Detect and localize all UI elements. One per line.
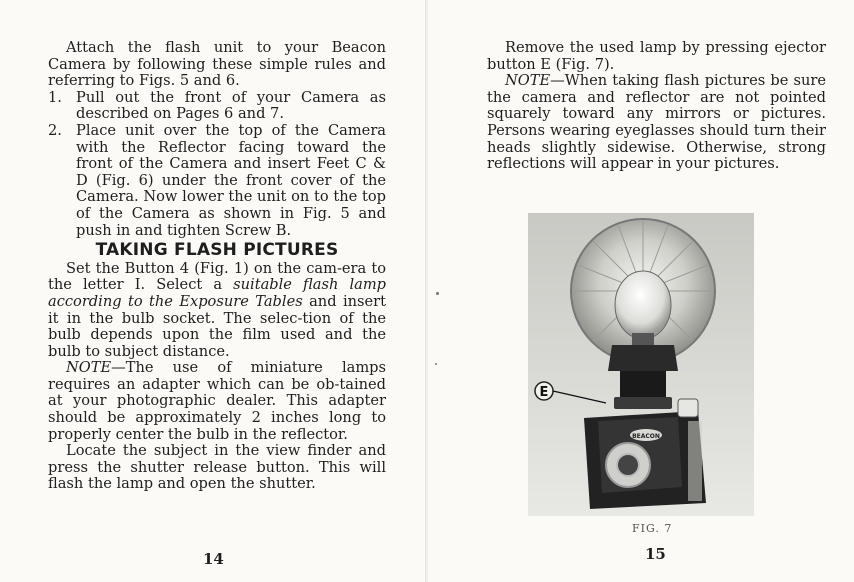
intro-paragraph: Attach the flash unit to your Beacon Camera by following these simple rules and referring to Figs. 5 and 6. xyxy=(48,39,386,90)
step-text: Pull out the front of your Camera as described on Pages 6 and 7. xyxy=(76,88,386,123)
bulb-base xyxy=(632,333,654,345)
page-number: 15 xyxy=(645,545,666,563)
section-heading: TAKING FLASH PICTURES xyxy=(95,240,339,261)
note-paragraph xyxy=(48,360,386,443)
right-page-text xyxy=(487,40,826,173)
right-page xyxy=(428,0,854,582)
step-number: 1. xyxy=(48,88,62,106)
page-number: 14 xyxy=(203,550,224,568)
callout-label: E xyxy=(539,385,549,400)
flash-mount xyxy=(614,397,672,409)
step-number: 2. xyxy=(48,121,62,139)
note-paragraph xyxy=(487,73,826,173)
shutter-paragraph: Locate the subject in the view finder and press the shutter release button. This will flash the lamp and open the shutter. xyxy=(48,442,386,493)
left-page-text xyxy=(48,40,386,493)
note-label: NOTE xyxy=(505,72,551,90)
flash-bulb xyxy=(615,271,671,339)
camera-illustration xyxy=(528,213,754,516)
camera-flash-photo xyxy=(528,213,754,516)
flash-socket xyxy=(608,345,678,371)
left-page xyxy=(0,0,426,582)
remove-lamp-paragraph: Remove the used lamp by pressing ejector button E (Fig. 7). xyxy=(487,39,826,73)
flash-paragraph xyxy=(48,261,386,361)
note-label: NOTE xyxy=(66,359,112,377)
step-2 xyxy=(48,123,386,239)
camera-brand: BEACON xyxy=(632,433,660,440)
flash-paragraph-start: Set the Button 4 (Fig. 1) on the cam-era to the letter I. Select a xyxy=(48,259,386,294)
figure-caption: FIG. 7 xyxy=(632,522,673,535)
flash-paragraph-emphasis: suitable flash lamp according to the Exposure Tables xyxy=(48,276,387,310)
note-text: —The use of miniature lamps requires an adapter which can be ob-tained at your photographic dealer. This adapter should be approximately 2 inches long to properly center the bulb in the reflector. xyxy=(48,359,386,443)
print-speck xyxy=(436,292,439,295)
print-speck xyxy=(435,363,437,365)
step-text: Place unit over the top of the Camera with the Reflector facing toward the front of the Camera and insert Feet C & D (Fig. 6) under the front cover of the Camera. Now lower the unit on to the top of the Camera as shown in Fig. 5 and push in and tighten Screw B. xyxy=(76,121,386,239)
flash-housing xyxy=(620,371,666,399)
camera-lens xyxy=(617,454,639,476)
step-1 xyxy=(48,90,386,123)
side-reflection xyxy=(688,421,702,501)
note-text: —When taking flash pictures be sure the camera and reflector are not pointed squarely toward any mirrors or pictures. Persons wearing eyeglasses should turn their heads slightly sidewise. Otherwise, strong reflections will appear in your pictures. xyxy=(487,72,826,173)
flash-paragraph-end: and insert it in the bulb socket. The selec-tion of the bulb depends upon the film used and the bulb to subject distance. xyxy=(48,292,386,360)
film-knob xyxy=(678,399,698,417)
instruction-steps xyxy=(48,90,386,239)
